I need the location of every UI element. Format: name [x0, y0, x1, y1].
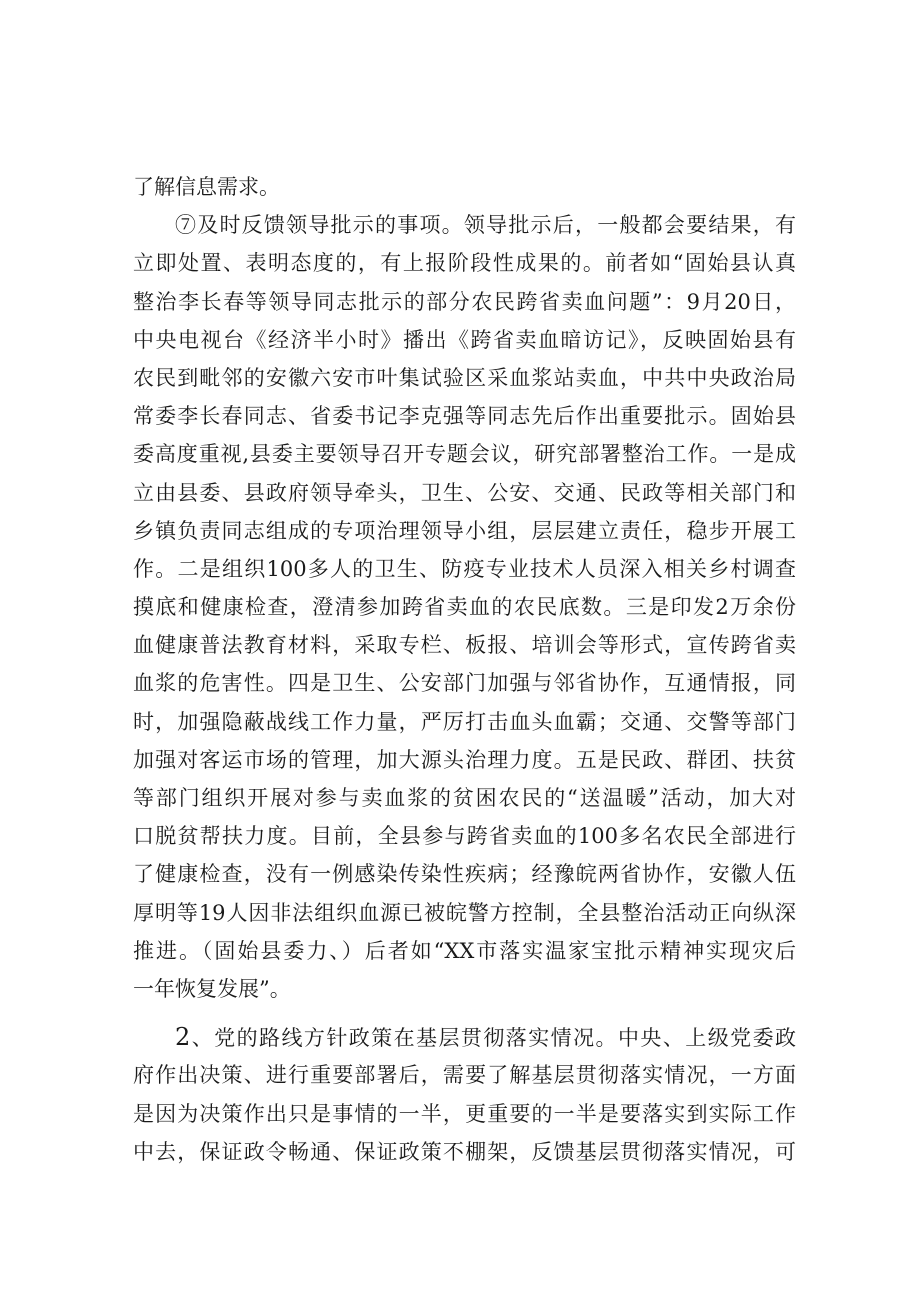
text-line: 整治李长春等领导同志批示的部分农民跨省卖血问题”：9月20日，: [133, 289, 796, 314]
text-line: 了健康检查，没有一例感染传染性疾病；经豫皖两省协作，安徽人伍: [133, 862, 796, 887]
text-line: 加强对客运市场的管理，加大源头治理力度。五是民政、群团、扶贫: [133, 747, 796, 772]
text-line: 了解信息需求。: [133, 175, 280, 199]
text-line: 委高度重视,县委主要领导召开专题会议，研究部署整治工作。一是成: [133, 442, 796, 467]
text-line: 是因为决策作出只是事情的一半，更重要的一半是要落实到实际工作: [133, 1101, 796, 1126]
text-line: 血浆的危害性。四是卫生、公安部门加强与邻省协作，互通情报，同: [133, 671, 796, 696]
text-line: 农民到毗邻的安徽六安市叶集试验区采血浆站卖血，中共中央政治局: [133, 365, 796, 390]
text-line: 厚明等19人因非法组织血源已被皖警方控制，全县整治活动正向纵深: [133, 900, 796, 925]
text-line: 推进。（固始县委力、）后者如“XX市落实温家宝批示精神实现灾后: [133, 938, 796, 963]
section-heading-line: [133, 1018, 796, 1056]
section-heading-text: 、党的路线方针政策在基层贯彻落实情况。中央、上级党委政: [190, 1026, 796, 1051]
text-line: 口脱贫帮扶力度。目前，全县参与跨省卖血的100多名农民全部进行: [133, 824, 796, 849]
text-line: 府作出决策、进行重要部署后，需要了解基层贯彻落实情况，一方面: [133, 1063, 796, 1088]
paragraph-gap: [133, 1008, 796, 1018]
text-line: 一年恢复发展”。: [133, 976, 291, 1001]
document-page: [133, 168, 796, 1171]
text-line: 中央电视台《经济半小时》播出《跨省卖血暗访记》，反映固始县有: [133, 327, 796, 352]
text-line: 摸底和健康检查，澄清参加跨省卖血的农民底数。三是印发2万余份: [133, 595, 796, 620]
text-line: 立由县委、县政府领导牵头，卫生、公安、交通、民政等相关部门和: [133, 480, 796, 505]
text-line: 时，加强隐蔽战线工作力量，严厉打击血头血霸；交通、交警等部门: [133, 709, 796, 734]
text-line: ⑦及时反馈领导批示的事项。领导批示后，一般都会要结果，有: [175, 213, 796, 238]
text-line: 立即处置、表明态度的，有上报阶段性成果的。前者如“固始县认真: [133, 251, 796, 276]
text-line: 中去，保证政令畅通、保证政策不棚架，反馈基层贯彻落实情况，可: [133, 1139, 796, 1164]
text-line: 作。二是组织100多人的卫生、防疫专业技术人员深入相关乡村调查: [133, 556, 796, 581]
text-line: 常委李长春同志、省委书记李克强等同志先后作出重要批示。固始县: [133, 404, 796, 429]
text-line: 等部门组织开展对参与卖血浆的贫困农民的“送温暖”活动，加大对: [133, 786, 796, 810]
text-line: 血健康普法教育材料，采取专栏、板报、培训会等形式，宣传跨省卖: [133, 633, 796, 658]
section-number: 2: [175, 1023, 191, 1052]
text-line: 乡镇负责同志组成的专项治理领导小组，层层建立责任，稳步开展工: [133, 518, 796, 543]
